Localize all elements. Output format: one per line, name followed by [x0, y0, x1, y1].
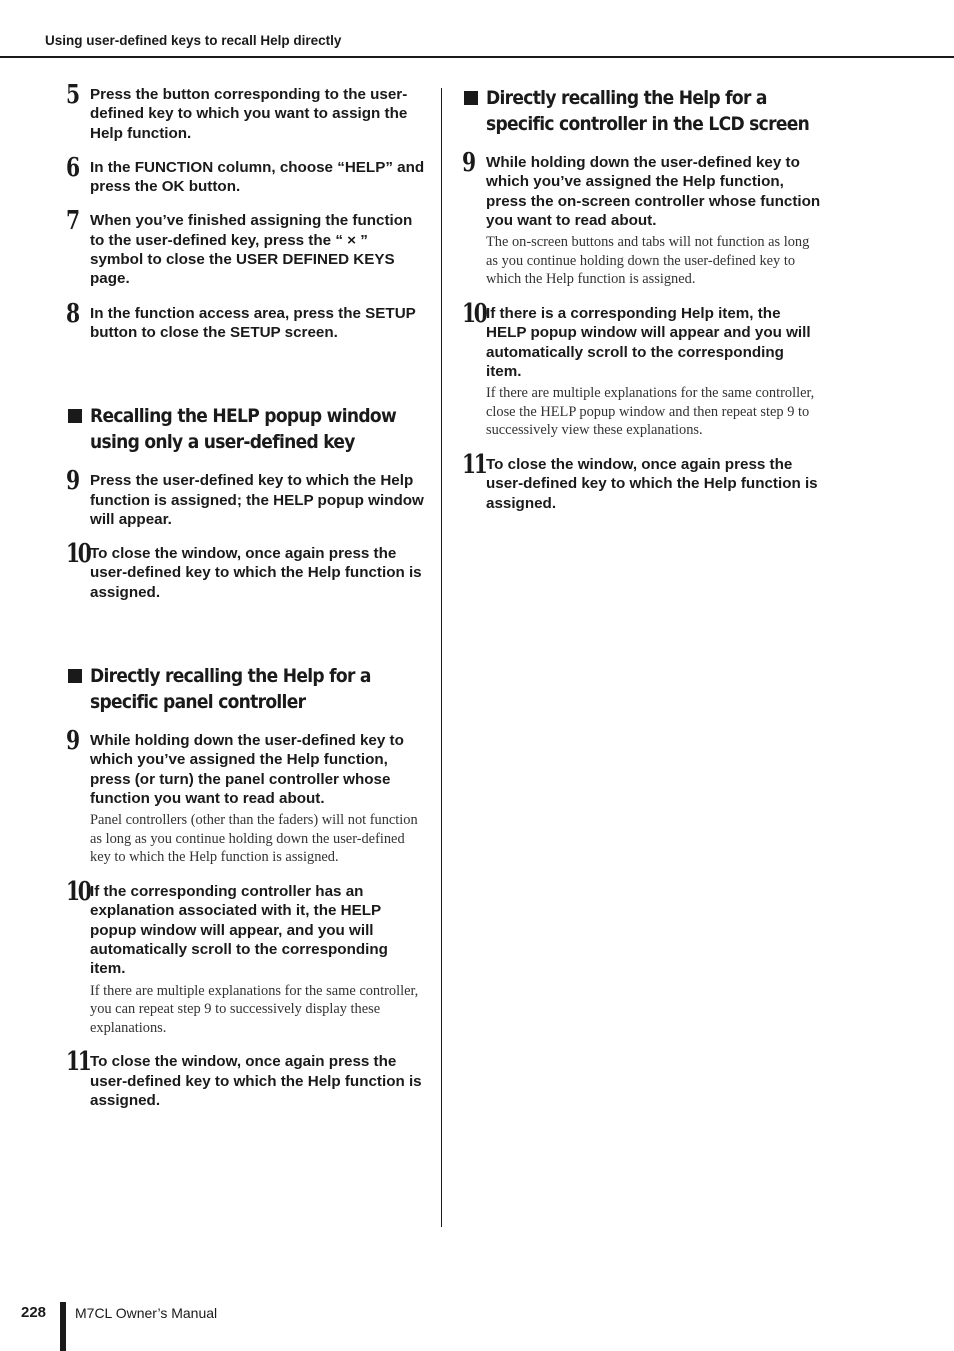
step-9 — [63, 466, 425, 529]
step-number: 9 — [462, 148, 474, 178]
step-number: 10 — [66, 539, 90, 570]
running-header: Using user-defined keys to recall Help directly — [45, 33, 342, 48]
step-11 — [63, 1047, 425, 1110]
step-number: 10 — [66, 877, 90, 908]
column-divider — [441, 88, 442, 1227]
section-square-icon — [464, 91, 478, 105]
step-instruction: To close the window, once again press the user-defined key to which the Help function is assigned. — [90, 545, 422, 601]
step-instruction: In the function access area, press the SETUP button to close the SETUP screen. — [90, 304, 416, 341]
page-number: 228 — [21, 1304, 47, 1321]
step-number: 10 — [462, 298, 486, 329]
step-11 — [459, 449, 821, 513]
step-10 — [459, 298, 821, 440]
step-number: 5 — [66, 80, 78, 110]
step-number: 11 — [462, 449, 486, 480]
section-heading-lcd-controller — [459, 85, 821, 137]
step-10 — [63, 539, 425, 602]
step-note: If there are multiple explanations for the same controller, you can repeat step 9 to successively display these explanations. — [90, 982, 419, 1036]
step-note: The on-screen buttons and tabs will not function as long as you continue holding down the user-defined key to which the Help function is assigned. — [486, 234, 810, 288]
step-5 — [63, 80, 425, 143]
step-instruction: Press the user-defined key to which the Help function is assigned; the HELP popup window will appear. — [90, 472, 424, 528]
step-instruction: To close the window, once again press the user-defined key to which the Help function is assigned. — [90, 1053, 422, 1109]
section-heading-panel-controller — [63, 663, 425, 715]
section-square-icon — [68, 409, 82, 423]
footer-bar — [60, 1302, 66, 1351]
section-title: Directly recalling the Help for a specific panel controller — [90, 665, 371, 714]
manual-title: M7CL Owner’s Manual — [75, 1305, 218, 1321]
step-instruction: When you’ve finished assigning the function to the user-defined key, press the “ × ” symbol to close the USER DEFINED KEYS page. — [90, 212, 413, 288]
step-instruction: If there is a corresponding Help item, the HELP popup window will appear and you will automatically scroll to the corresponding item. — [486, 304, 811, 380]
section-square-icon — [68, 669, 82, 683]
step-note: If there are multiple explanations for the same controller, close the HELP popup window and then repeat step 9 to successively view these explanations. — [486, 385, 815, 439]
step-instruction: To close the window, once again press the user-defined key to which the Help function is assigned. — [486, 455, 818, 512]
step-note: Panel controllers (other than the faders) will not function as long as you continue holding down the user-defined key to which the Help function is assigned. — [90, 812, 418, 866]
step-instruction: While holding down the user-defined key to which you’ve assigned the Help function, press (or turn) the panel controller whose function you want to read about. — [90, 732, 404, 807]
section-title: Directly recalling the Help for a specific controller in the LCD screen — [486, 87, 810, 135]
step-7 — [63, 206, 425, 288]
section-title: Recalling the HELP popup window using only a user-defined key — [90, 405, 397, 454]
step-10 — [63, 877, 425, 1037]
header-rule — [0, 56, 954, 58]
step-number: 8 — [66, 298, 78, 329]
step-instruction: Press the button corresponding to the user-defined key to which you want to assign the Help function. — [90, 86, 408, 142]
step-number: 9 — [66, 726, 78, 757]
right-column — [459, 85, 821, 528]
left-column — [63, 80, 425, 1125]
step-instruction: If the corresponding controller has an explanation associated with it, the HELP popup window will appear, and you will automatically scroll to the corresponding item. — [90, 883, 388, 978]
step-number: 7 — [66, 206, 78, 237]
step-6 — [63, 152, 425, 197]
step-number: 9 — [66, 466, 78, 497]
step-9 — [459, 148, 821, 289]
step-instruction: While holding down the user-defined key to which you’ve assigned the Help function, press the on-screen controller whose function you want to read about. — [486, 154, 821, 229]
step-number: 11 — [66, 1047, 90, 1078]
section-heading-help-popup — [63, 403, 425, 455]
step-instruction: In the FUNCTION column, choose “HELP” and press the OK button. — [90, 158, 425, 196]
step-number: 6 — [66, 152, 78, 183]
step-9 — [63, 726, 425, 867]
step-8 — [63, 298, 425, 343]
